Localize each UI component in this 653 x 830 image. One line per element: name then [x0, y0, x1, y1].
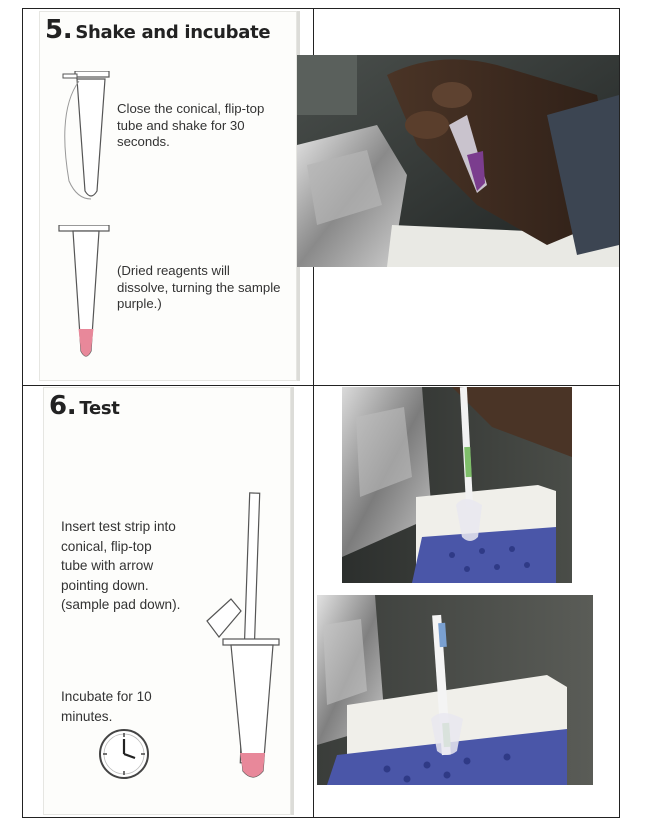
step6-photo-strip-in-tube	[317, 595, 593, 785]
step6-photo-strip-insertion	[342, 387, 572, 583]
step5-photo	[297, 55, 619, 267]
step5-title: Shake and incubate	[75, 22, 271, 43]
test-strip-tube-drawing	[193, 491, 283, 791]
step6-instruction: Insert test strip into conical, flip-top tube with arrow pointing down. (sample pad down).	[61, 519, 181, 612]
sample-tube-drawing	[55, 225, 113, 365]
step6-number: 6.	[49, 391, 77, 421]
step5-heading	[45, 15, 270, 45]
clock-icon	[97, 727, 151, 781]
closed-tube-drawing	[55, 71, 113, 203]
step5-instruction: Close the conical, flip-top tube and shake for 30 seconds.	[117, 101, 265, 149]
step6-title: Test	[79, 398, 120, 419]
row-divider	[23, 385, 619, 386]
step5-note: (Dried reagents will dissolve, turning the sample purple.)	[117, 263, 281, 311]
instruction-table	[22, 8, 620, 818]
step5-number: 5.	[45, 15, 73, 45]
step6-illustration-panel	[43, 387, 294, 815]
step6-heading	[49, 391, 120, 421]
step6-incubate: Incubate for 10 minutes.	[61, 689, 152, 724]
step5-illustration-panel	[39, 11, 300, 381]
